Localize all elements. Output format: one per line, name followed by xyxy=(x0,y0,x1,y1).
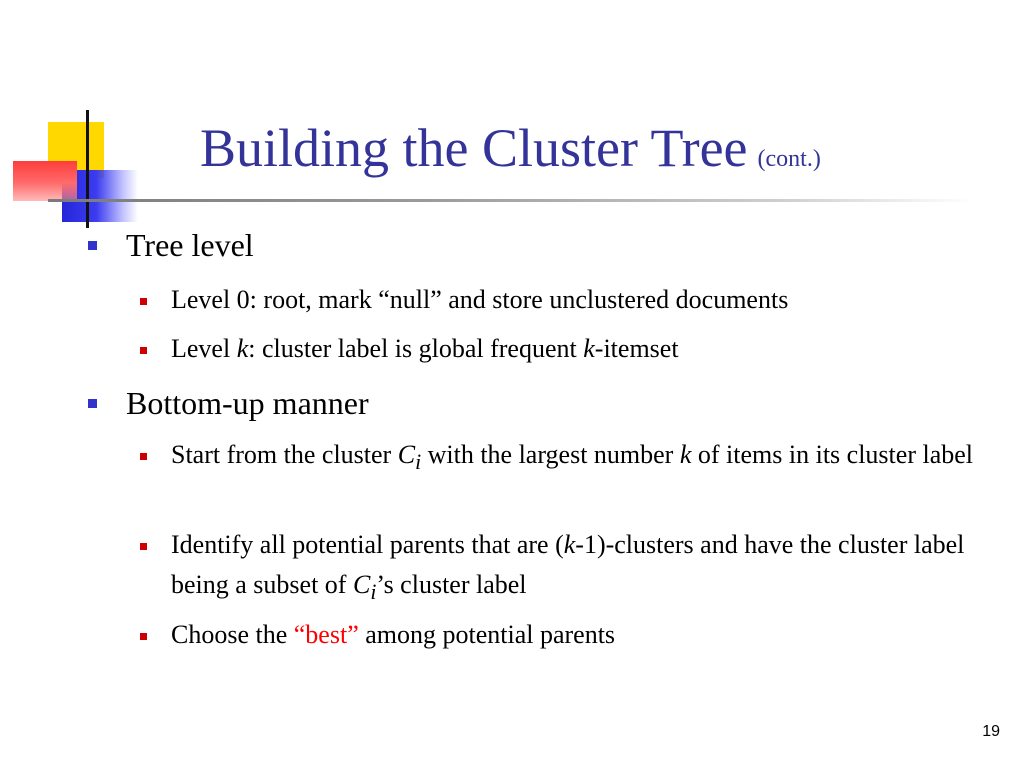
sub-bullet-square-icon xyxy=(140,633,147,640)
sub-bullet-text: Level 0: root, mark “null” and store unclustered documents xyxy=(171,285,789,314)
best-highlight: “best” xyxy=(293,620,359,649)
sub-bullet-square-icon xyxy=(140,347,147,354)
slide-title-suffix: (cont.) xyxy=(757,146,821,172)
page-number: 19 xyxy=(982,723,1000,740)
sub-bullet-square-icon xyxy=(140,453,147,460)
slide-title-text: Building the Cluster Tree xyxy=(200,118,748,178)
sub-bullet-square-icon xyxy=(140,298,147,305)
sub-bullet-text: Start from the cluster $C_i$ with the largest number k of items in its cluster label xyxy=(171,440,973,475)
bullet-square-icon xyxy=(88,399,97,408)
sub-bullet-text: Level k: cluster label is global frequent k-itemset xyxy=(171,334,679,363)
bullet-text: Bottom-up manner xyxy=(126,385,369,421)
bullet-square-icon xyxy=(88,241,97,250)
sub-bullet-square-icon xyxy=(140,543,147,550)
sub-bullet-text: Identify all potential parents that are (k-1)-clusters and have the cluster label being a subset of $C_i’s$ cluster label xyxy=(171,530,965,605)
bullet-text: Tree level xyxy=(126,227,254,263)
sub-bullet-text: Choose the “best” among potential parents xyxy=(171,620,616,649)
